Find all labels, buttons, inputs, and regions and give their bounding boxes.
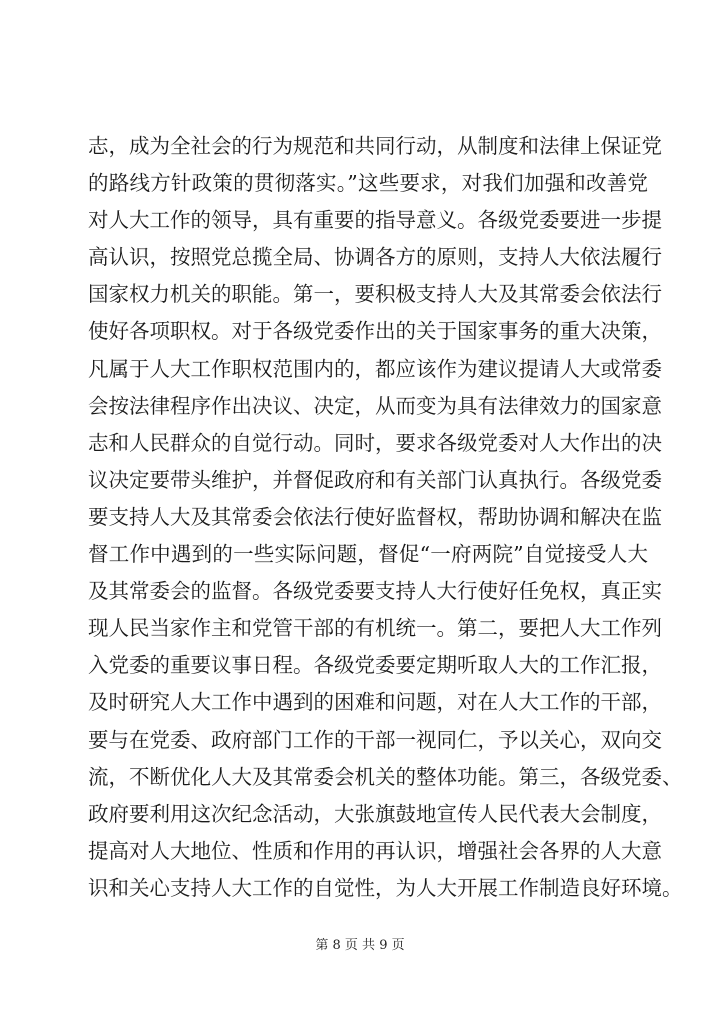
text-line: 要与在党委、政府部门工作的干部一视同仁，予以关心，双向交 bbox=[88, 727, 662, 752]
text-line: 及时研究人大工作中遇到的困难和问题，对在人大工作的干部， bbox=[88, 690, 662, 715]
text-line: 及其常委会的监督。各级党委要支持人大行使好任免权，真正实 bbox=[88, 579, 662, 604]
text-line: 国家权力机关的职能。第一，要积极支持人大及其常委会依法行 bbox=[88, 282, 662, 307]
text-line: 督工作中遇到的一些实际问题，督促“一府两院”自觉接受人大 bbox=[88, 542, 648, 567]
text-line: 对人大工作的领导，具有重要的指导意义。各级党委要进一步提 bbox=[88, 208, 662, 233]
text-line: 会按法律程序作出决议、决定，从而变为具有法律效力的国家意 bbox=[88, 393, 662, 418]
page-number-footer: 第 8 页 共 9 页 bbox=[315, 938, 405, 953]
text-line: 要支持人大及其常委会依法行使好监督权，帮助协调和解决在监 bbox=[88, 504, 662, 529]
text-line: 志和人民群众的自觉行动。同时，要求各级党委对人大作出的决 bbox=[88, 430, 662, 455]
text-line: 流，不断优化人大及其常委会机关的整体功能。第三，各级党委、 bbox=[88, 764, 683, 789]
text-line: 识和关心支持人大工作的自觉性，为人大开展工作制造良好环境。 bbox=[88, 875, 683, 900]
text-line: 使好各项职权。对于各级党委作出的关于国家事务的重大决策， bbox=[88, 319, 662, 344]
text-line: 的路线方针政策的贯彻落实。”这些要求，对我们加强和改善党 bbox=[88, 171, 648, 196]
text-line: 现人民当家作主和党管干部的有机统一。第二，要把人大工作列 bbox=[88, 616, 662, 641]
text-line: 入党委的重要议事日程。各级党委要定期听取人大的工作汇报， bbox=[88, 653, 662, 678]
body-paragraph bbox=[88, 128, 683, 907]
text-line: 议决定要带头维护，并督促政府和有关部门认真执行。各级党委 bbox=[88, 467, 662, 492]
text-line: 志，成为全社会的行为规范和共同行动，从制度和法律上保证党 bbox=[88, 134, 662, 158]
text-line: 政府要利用这次纪念活动，大张旗鼓地宣传人民代表大会制度， bbox=[88, 801, 662, 826]
text-line: 凡属于人大工作职权范围内的，都应该作为建议提请人大或常委 bbox=[88, 356, 662, 381]
text-line: 提高对人大地位、性质和作用的再认识，增强社会各界的人大意 bbox=[88, 838, 662, 863]
text-line: 高认识，按照党总揽全局、协调各方的原则，支持人大依法履行 bbox=[88, 245, 662, 270]
